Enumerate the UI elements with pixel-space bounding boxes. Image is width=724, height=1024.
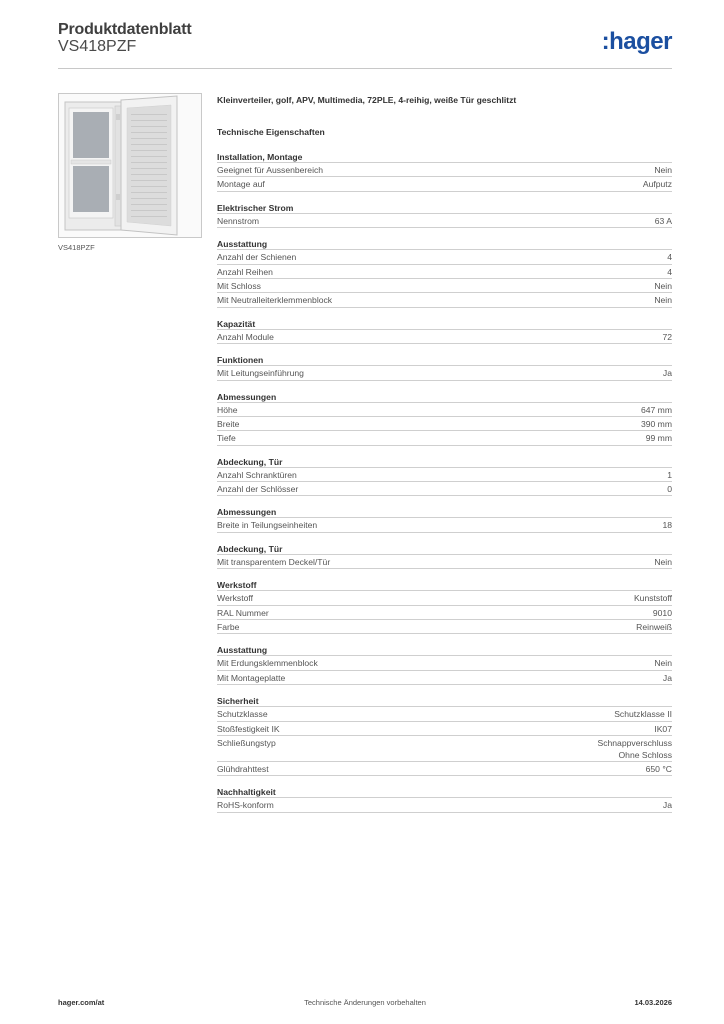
- spec-label: Schließungstyp: [217, 737, 276, 748]
- spec-row: [217, 293, 672, 307]
- spec-groups: [217, 151, 672, 813]
- spec-group-title: Abmessungen: [217, 391, 672, 403]
- spec-row: [217, 330, 672, 344]
- product-code: VS418PZF: [58, 38, 137, 55]
- spec-label: Anzahl Module: [217, 331, 274, 342]
- spec-group-title: Abmessungen: [217, 506, 672, 518]
- spec-row: [217, 482, 672, 496]
- spec-value: Nein: [654, 556, 672, 567]
- spec-group: [217, 318, 672, 344]
- spec-row: [217, 555, 672, 569]
- spec-group: [217, 543, 672, 569]
- spec-row: [217, 671, 672, 685]
- spec-value: 0: [667, 484, 672, 495]
- spec-label: Nennstrom: [217, 215, 260, 226]
- spec-label: Tiefe: [217, 433, 236, 444]
- spec-label: Anzahl Reihen: [217, 266, 273, 277]
- spec-row: [217, 177, 672, 191]
- spec-label: Breite: [217, 418, 240, 429]
- spec-group-title: Ausstattung: [217, 644, 672, 656]
- spec-group-title: Nachhaltigkeit: [217, 786, 672, 798]
- spec-label: Schutzklasse: [217, 709, 268, 720]
- spec-group-title: Installation, Montage: [217, 151, 672, 163]
- spec-row: [217, 736, 672, 762]
- spec-label: Höhe: [217, 404, 238, 415]
- spec-group-title: Elektrischer Strom: [217, 202, 672, 214]
- spec-group: [217, 238, 672, 308]
- spec-value: Aufputz: [642, 179, 672, 190]
- spec-value: Reinweiß: [636, 622, 672, 633]
- spec-value: 9010: [652, 607, 672, 618]
- spec-row: [217, 366, 672, 380]
- page-title: Produktdatenblatt: [58, 21, 192, 38]
- spec-row: [217, 762, 672, 776]
- spec-value: Nein: [654, 658, 672, 669]
- spec-content: [217, 95, 672, 823]
- spec-label: Anzahl der Schienen: [217, 252, 297, 263]
- spec-value: 99 mm: [645, 433, 672, 444]
- spec-row: [217, 417, 672, 431]
- spec-label: Breite in Teilungseinheiten: [217, 520, 318, 531]
- spec-value: 4: [667, 252, 672, 263]
- spec-label: Mit Schloss: [217, 280, 261, 291]
- spec-row: [217, 518, 672, 532]
- spec-value: Nein: [654, 280, 672, 291]
- distribution-board-icon: [59, 94, 201, 237]
- spec-row: [217, 163, 672, 177]
- spec-row: [217, 403, 672, 417]
- spec-label: Anzahl Schranktüren: [217, 469, 297, 480]
- spec-row: [217, 707, 672, 721]
- product-description: Kleinverteiler, golf, APV, Multimedia, 72PLE, 4-reihig, weiße Tür geschlitzt: [217, 95, 517, 105]
- spec-group: [217, 506, 672, 532]
- spec-group-title: Sicherheit: [217, 695, 672, 707]
- spec-row: [217, 722, 672, 736]
- spec-value: 390 mm: [640, 418, 672, 429]
- spec-row: [217, 656, 672, 670]
- spec-row: [217, 620, 672, 634]
- spec-group: [217, 456, 672, 497]
- spec-label: Anzahl der Schlösser: [217, 484, 299, 495]
- spec-value: 647 mm: [640, 404, 672, 415]
- spec-value: Nein: [654, 295, 672, 306]
- spec-label: Werkstoff: [217, 593, 253, 604]
- spec-value: 650 °C: [645, 763, 672, 774]
- spec-value: 4: [667, 266, 672, 277]
- spec-group-title: Ausstattung: [217, 238, 672, 250]
- spec-label: RAL Nummer: [217, 607, 269, 618]
- spec-group: [217, 391, 672, 446]
- spec-group: [217, 354, 672, 380]
- spec-group-title: Werkstoff: [217, 579, 672, 591]
- spec-group: [217, 786, 672, 812]
- spec-label: RoHS-konform: [217, 800, 274, 811]
- spec-group-title: Abdeckung, Tür: [217, 543, 672, 555]
- spec-label: Stoßfestigkeit IK: [217, 723, 280, 734]
- spec-row: [217, 279, 672, 293]
- spec-value: Kunststoff: [633, 593, 672, 604]
- spec-value: 63 A: [654, 215, 672, 226]
- spec-group-title: Funktionen: [217, 354, 672, 366]
- spec-value: Ja: [662, 800, 672, 811]
- spec-label: Geeignet für Aussenbereich: [217, 165, 324, 175]
- spec-value: Ja: [662, 672, 672, 683]
- spec-group: [217, 695, 672, 776]
- spec-value: 72: [662, 331, 672, 342]
- spec-label: Mit Leitungseinführung: [217, 368, 304, 379]
- spec-value: Schnappverschluss Ohne Schloss: [597, 737, 672, 760]
- spec-row: [217, 798, 672, 812]
- footer-disclaimer: Technische Änderungen vorbehalten: [304, 998, 426, 1007]
- spec-group: [217, 644, 672, 685]
- spec-label: Mit Neutralleiterklemmenblock: [217, 295, 333, 306]
- spec-label: Farbe: [217, 622, 240, 633]
- image-caption: VS418PZF: [58, 243, 95, 252]
- spec-value: 1: [667, 469, 672, 480]
- spec-group: [217, 151, 672, 192]
- spec-row: [217, 250, 672, 264]
- spec-row: [217, 591, 672, 605]
- spec-value: Schutzklasse II: [614, 709, 672, 720]
- hager-logo: :hager: [601, 28, 672, 55]
- footer-website: hager.com/at: [58, 998, 105, 1007]
- spec-label: Mit transparentem Deckel/Tür: [217, 556, 331, 567]
- page-header: [58, 21, 672, 69]
- spec-label: Mit Erdungsklemmenblock: [217, 658, 318, 669]
- spec-value: Ja: [662, 368, 672, 379]
- spec-row: [217, 468, 672, 482]
- spec-group-title: Abdeckung, Tür: [217, 456, 672, 468]
- spec-group-title: Kapazität: [217, 318, 672, 330]
- spec-label: Mit Montageplatte: [217, 672, 286, 683]
- spec-group: [217, 202, 672, 228]
- spec-label: Glühdrahttest: [217, 763, 269, 774]
- tech-properties-heading: Technische Eigenschaften: [217, 127, 325, 137]
- footer-date: 14.03.2026: [634, 998, 672, 1007]
- spec-row: [217, 431, 672, 445]
- spec-value: IK07: [654, 723, 672, 734]
- product-image: [58, 93, 202, 238]
- spec-row: [217, 265, 672, 279]
- spec-group: [217, 579, 672, 634]
- spec-value: Nein: [654, 165, 672, 175]
- spec-row: [217, 606, 672, 620]
- spec-value: 18: [662, 520, 672, 531]
- spec-row: [217, 214, 672, 228]
- spec-label: Montage auf: [217, 179, 265, 190]
